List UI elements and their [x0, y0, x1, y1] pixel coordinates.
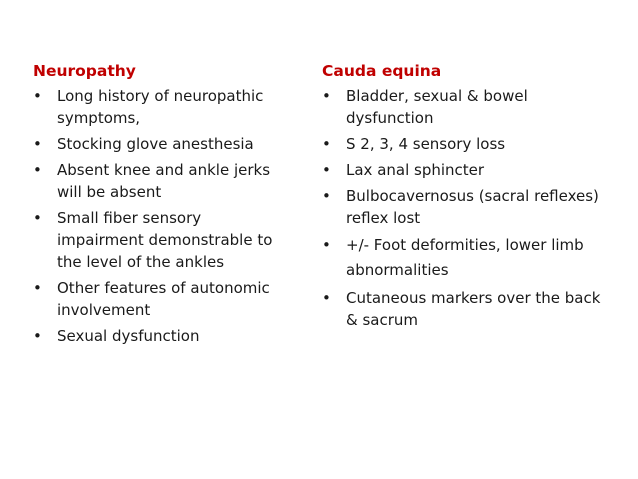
- list-item-text: Long history of neuropathic symptoms,: [57, 87, 264, 127]
- bullet-icon: •: [33, 279, 42, 297]
- list-item-text: Lax anal sphincter: [346, 161, 485, 179]
- bullet-icon: •: [322, 187, 331, 205]
- bullet-icon: •: [33, 135, 42, 153]
- list-item: [33, 133, 273, 155]
- bullet-icon: •: [33, 327, 42, 345]
- bullet-icon: •: [322, 236, 331, 254]
- list-item-text: Other features of autonomic involvement: [57, 279, 270, 319]
- bullet-icon: •: [322, 161, 331, 179]
- list-item: [33, 159, 273, 203]
- bullet-icon: •: [322, 135, 331, 153]
- list-item: [322, 233, 612, 283]
- cauda-equina-list: [322, 85, 612, 331]
- list-item-text: S 2, 3, 4 sensory loss: [346, 135, 506, 153]
- neuropathy-list: [33, 85, 273, 347]
- list-item-text: Absent knee and ankle jerks will be absent: [57, 161, 271, 201]
- list-item-text: Sexual dysfunction: [57, 327, 200, 345]
- list-item: [322, 133, 612, 155]
- list-item: [33, 325, 273, 347]
- list-item-text: Bulbocavernosus (sacral reflexes) reflex lost: [346, 187, 599, 227]
- list-item: [33, 85, 273, 129]
- neuropathy-column: [33, 60, 273, 351]
- list-item-text: Cutaneous markers over the back & sacrum: [346, 289, 601, 329]
- list-item-text: Stocking glove anesthesia: [57, 135, 254, 153]
- cauda-equina-heading: Cauda equina: [322, 62, 442, 80]
- list-item: [322, 185, 612, 229]
- bullet-icon: •: [322, 289, 331, 307]
- list-item: [33, 277, 273, 321]
- list-item: [322, 85, 612, 129]
- bullet-icon: •: [322, 87, 331, 105]
- bullet-icon: •: [33, 209, 42, 227]
- list-item: [33, 207, 273, 273]
- bullet-icon: •: [33, 87, 42, 105]
- list-item-text: Bladder, sexual & bowel dysfunction: [346, 87, 528, 127]
- list-item-text: Small fiber sensory impairment demonstrable to the level of the ankles: [57, 209, 273, 271]
- bullet-icon: •: [33, 161, 42, 179]
- list-item: [322, 159, 612, 181]
- neuropathy-heading: Neuropathy: [33, 62, 136, 80]
- cauda-equina-column: [322, 60, 612, 335]
- list-item: [322, 287, 612, 331]
- list-item-text: +/- Foot deformities, lower limb abnormalities: [346, 236, 584, 279]
